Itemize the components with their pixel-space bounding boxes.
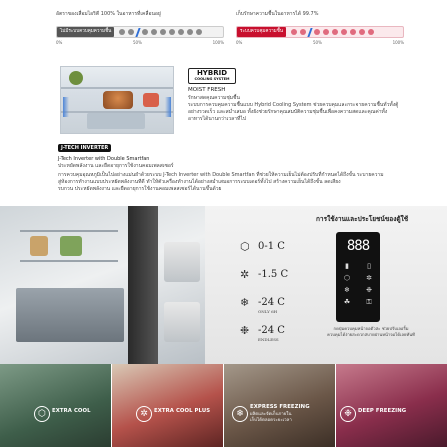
panel-button-grid <box>336 262 380 306</box>
humidity-dot <box>291 29 297 35</box>
humidity-dot <box>151 29 157 35</box>
humidity-bar-left <box>56 26 224 38</box>
temperature-list <box>240 232 310 344</box>
humidity-bar-right <box>236 26 404 38</box>
tile-sub-line: ผลิตและจัดเก็บภายใน <box>250 412 292 417</box>
snowflake-button[interactable]: ❄ <box>344 286 350 294</box>
temperature-row <box>240 260 310 288</box>
humidity-dot <box>178 29 184 35</box>
tile-label: EXTRA COOL PLUS <box>154 408 211 414</box>
hybrid-logo-main: HYBRID <box>196 69 228 77</box>
temperature-row <box>240 316 310 344</box>
hybrid-logo-sub: COOLING SYSTEM <box>194 77 230 81</box>
humidity-dot <box>300 29 306 35</box>
drinks-image <box>0 364 111 447</box>
humidity-dot <box>160 29 166 35</box>
humidity-dot <box>196 29 202 35</box>
feature-tile-extra-cool <box>0 364 111 447</box>
humidity-dot <box>332 29 338 35</box>
tile-sub-line: เก็บได้ตลอดระยะเวลา <box>250 418 292 423</box>
humidity-left-scale <box>56 40 224 45</box>
temperature-value: -1.5 C <box>258 268 289 280</box>
temperature-row <box>240 288 310 316</box>
snowflake-icon: ❄ <box>232 406 248 422</box>
jtech-subtitle: ประหยัดพลังงาน และยืดอายุการใช้งานคอมเพลสเซอร์ <box>58 163 174 169</box>
food-image <box>60 236 82 256</box>
temperature-row <box>240 232 310 260</box>
panel-caption-line: ควบคุมได้ง่ายสะดวกสบายผ่านหน้าจอได้เลยทันที <box>327 331 415 337</box>
hybrid-line: ระบบการควบคุมความชื้นแบบ Hybrid Cooling System ช่วยควบคุมและกระจายความชื้นทั่วทั้งตู้ <box>188 102 399 108</box>
hybrid-line: อย่างรวดเร็ว และสม่ำเสมอ ทั้งยังช่วยรักษาคุณสมบัติความชุ่มชื้นเพื่อคงความสดและคุณค่าทั้ง <box>188 109 388 115</box>
hexagon-button[interactable]: ⬡ <box>343 274 351 282</box>
humidity-dot <box>314 29 320 35</box>
humidity-left-tag: ไม่มีระบบควบคุมความชื้น <box>57 27 114 37</box>
humidity-right-tag: ระบบควบคุมความชื้น <box>237 27 286 37</box>
temperature-value: -24 C <box>258 297 285 308</box>
hybrid-line: รักษาสดคุณความชุ่มชื้น <box>188 95 240 101</box>
humidity-left-dots <box>119 28 202 37</box>
eco-button[interactable]: ☘ <box>343 298 351 306</box>
humidity-dot <box>187 29 193 35</box>
hexagon-icon: ⬡ <box>34 406 50 422</box>
feature-tile-deep-freezing <box>336 364 447 447</box>
humidity-dot <box>128 29 134 35</box>
scale-label: 0% <box>56 40 63 45</box>
food-image <box>143 93 159 107</box>
humidity-dot <box>169 29 175 35</box>
snowflake-star-icon: ❉ <box>340 406 356 422</box>
door-bin <box>164 302 200 342</box>
divider-slash-icon <box>307 28 312 37</box>
panel-heading: การใช้งานและประโยชน์ของตู้ใช้ <box>316 215 409 223</box>
lock-button[interactable]: ⚿ <box>366 298 372 306</box>
berries-image <box>336 364 447 447</box>
jtech-line: การควบคุมอุณหภูมิเป็นไปอย่างแม่นยำด้วยระบบ J-Tech Inverter with Double Smartfan ที่ช่วยให้ความเย็นไม่ต้องปรับที่กำหนดได้ถึงขั้น ระบายความ <box>58 172 384 178</box>
scale-label: 100% <box>392 40 404 45</box>
snowflake-hex-button[interactable]: ✲ <box>366 274 372 282</box>
jtech-title: J-Tech Inverter with Double Smartfan <box>58 156 150 162</box>
cake-image <box>103 91 133 109</box>
scale-label: 50% <box>133 40 142 45</box>
snowflake-star-icon: ❉ <box>240 323 250 337</box>
door-bin <box>164 242 200 282</box>
scale-label: 100% <box>212 40 224 45</box>
humidity-right-caption: เก็บรักษาความชื้นในอาหารได้ 99.7% <box>236 11 319 17</box>
humidity-dot <box>341 29 347 35</box>
humidity-right-scale <box>236 40 404 45</box>
jtech-line: รบกวน ประหยัดพลังงาน และยืดอายุการใช้งานคอมเพลสเซอร์ได้นานขึ้นด้วย <box>58 186 222 192</box>
tile-label: DEEP FREEZING <box>358 408 407 414</box>
snowflake-star-button[interactable]: ❉ <box>366 286 372 294</box>
scale-label: 50% <box>313 40 322 45</box>
meat-image <box>112 364 223 447</box>
snowflake-icon: ❄ <box>240 295 250 309</box>
jtech-description <box>58 156 438 193</box>
freezer-mode-button[interactable]: ▯ <box>367 262 371 270</box>
fridge-interior-image <box>60 66 174 134</box>
fridge-shelf <box>20 230 118 232</box>
crisper-drawer <box>87 113 145 129</box>
temperature-note: ENDLESS <box>258 337 279 342</box>
food-image <box>30 236 48 256</box>
hybrid-cooling-logo <box>188 68 236 84</box>
panel-caption <box>316 326 426 337</box>
feature-tile-extra-cool-plus <box>112 364 223 447</box>
control-panel <box>336 232 380 322</box>
hybrid-description <box>188 95 436 123</box>
panel-display: 888 <box>346 238 370 254</box>
tile-sub <box>250 412 292 424</box>
jtech-line: สู่ห้องการทำงานแบบประหยัดพลังงานทีดี ทำให้ตัวเครื่องทำงานได้อย่างสม่ำเสมอการระบบเดอร์ทั้งไป สร้างความเย็นได้ถึงขั้น ลดเสียง <box>58 179 341 185</box>
humidity-dot <box>350 29 356 35</box>
temperature-value: 0-1 C <box>258 240 285 252</box>
airflow-arrow-icon <box>165 97 171 117</box>
food-image <box>69 71 83 85</box>
fridge-door-edge <box>128 206 158 364</box>
humidity-dot <box>368 29 374 35</box>
scale-label: 0% <box>236 40 243 45</box>
temperature-value: -24 C <box>258 325 285 336</box>
tile-label: EXPRESS FREEZING <box>250 404 310 410</box>
panel-caption-line: กดปุ่มควบคุมหน้าจอตัวสะ ช่วยปรับเลอริ้ม <box>333 326 409 331</box>
divider-slash-icon <box>136 28 141 37</box>
jtech-inverter-logo: J-TECH INVERTER <box>58 144 111 152</box>
snowflake-hex-icon: ✲ <box>136 406 152 422</box>
humidity-left-caption: อัตราของเสื่อมไอริตี 100% ในอาหารที่เคลื่อนอยู่ <box>56 11 161 17</box>
humidity-dot <box>142 29 148 35</box>
fridge-shelf <box>20 260 118 262</box>
feature-tile-express-freezing <box>224 364 335 447</box>
humidity-dot <box>119 29 125 35</box>
hexagon-icon: ⬡ <box>240 239 250 253</box>
tile-label: EXTRA COOL <box>52 408 91 414</box>
temperature-note: ONLY 6H <box>258 309 278 314</box>
humidity-dot <box>323 29 329 35</box>
hybrid-line: อาหารได้นานกว่าเวลาที่ไป <box>188 116 247 122</box>
hybrid-heading: MOIST FRESH <box>188 87 226 93</box>
snowflake-hex-icon: ✲ <box>240 267 250 281</box>
airflow-arrow-icon <box>63 97 69 117</box>
humidity-right-dots <box>291 28 374 37</box>
humidity-dot <box>359 29 365 35</box>
fridge-mode-button[interactable]: ▮ <box>345 262 349 270</box>
freezer-drawer <box>16 288 124 342</box>
fridge-open-image <box>0 206 205 364</box>
